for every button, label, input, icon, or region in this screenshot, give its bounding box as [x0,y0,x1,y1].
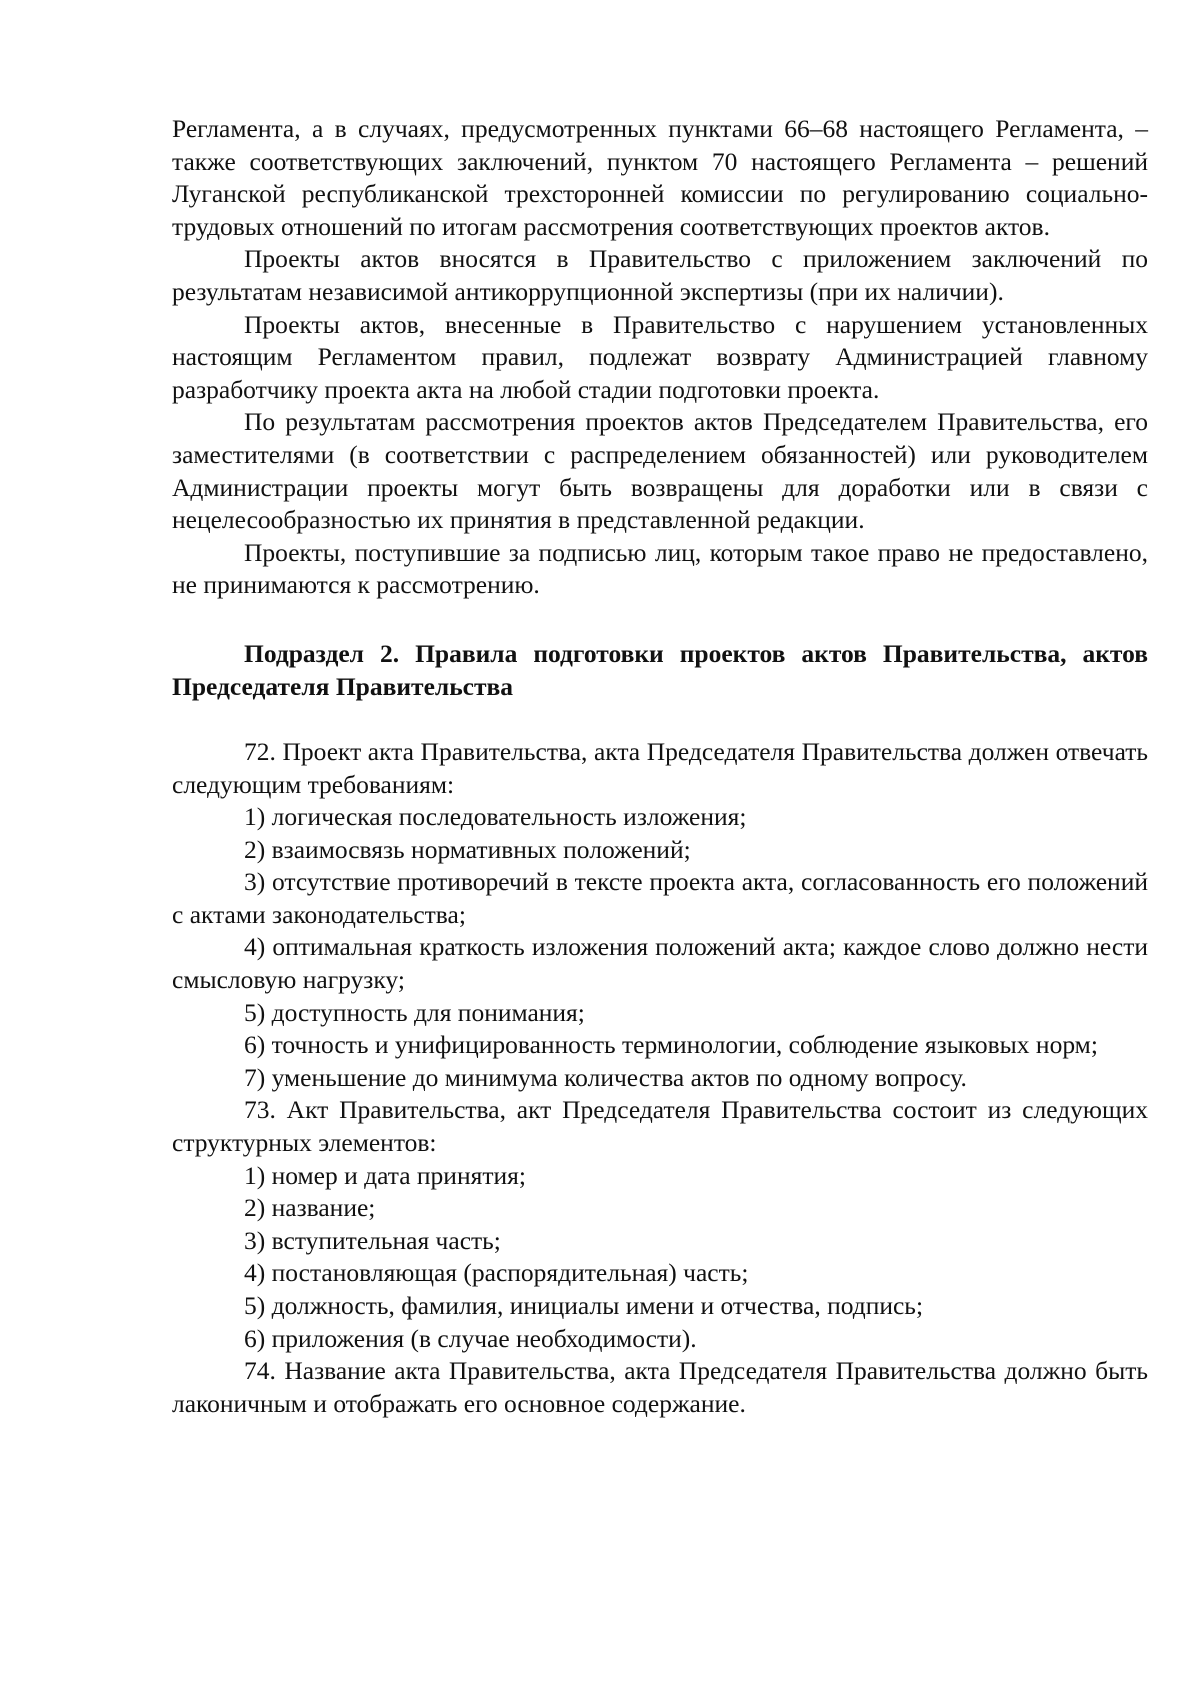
item-72-list-item: 5) доступность для понимания; [244,997,585,1027]
item-74-intro: 74. Название акта Правительства, акта Председателя Правительства должно быть лаконичным и отображать его основное содержание. [172,1356,1148,1418]
item-72-intro: 72. Проект акта Правительства, акта Председателя Правительства должен отвечать следующим требованиям: [172,736,1148,799]
item-73-intro: 73. Акт Правительства, акт Председателя Правительства состоит из следующих структурных элементов: [172,1095,1148,1158]
item-73-list-item: 3) вступительная часть; [244,1225,501,1255]
item-72-list-item: 6) точность и унифицированность терминологии, соблюдение языковых норм; [244,1030,1098,1060]
item-72-list-item: 1) логическая последовательность изложения; [244,802,747,832]
item-73-list-item: 5) должность, фамилия, инициалы имени и отчества, подпись; [244,1291,924,1320]
item-73-list-item: 4) постановляющая (распорядительная) часть; [244,1258,749,1288]
item-73-list-item: 6) приложения (в случае необходимости). [244,1323,697,1353]
paragraph-regulation-continuation: Регламента, а в случаях, предусмотренных пунктами 66–68 настоящего Регламента, – также соответствующих заключений, пунктом 70 настоящего Регламента – решений Луганской республиканской трехсторонней комиссии по регулированию социально-трудовых отношений по итогам рассмотрения соответствующих проектов актов. [172,114,1148,241]
section-heading: Подраздел 2. Правила подготовки проектов актов Правительства, актов Председателя Правительства [172,638,1148,701]
item-73-list-item: 1) номер и дата принятия; [244,1160,526,1190]
paragraph-unauthorized-signatures: Проекты, поступившие за подписью лиц, которым такое право не предоставлено, не принимаются к рассмотрению. [172,537,1148,600]
item-73-list-item: 2) название; [244,1193,376,1223]
document-page [172,113,1148,1420]
paragraph-return-of-drafts: Проекты актов, внесенные в Правительство с нарушением установленных настоящим Регламентом правил, подлежат возврату Администрацией главному разработчику проекта акта на любой стадии подготовки проекта. [172,309,1148,404]
paragraph-anticorruption-expertise: Проекты актов вносятся в Правительство с приложением заключений по результатам независимой антикоррупционной экспертизы (при их наличии). [172,244,1148,306]
item-72-list-item: 4) оптимальная краткость изложения положений акта; каждое слово должно нести смысловую нагрузку; [172,932,1148,995]
paragraph-review-results: По результатам рассмотрения проектов актов Председателем Правительства, его заместителями (в соответствии с распределением обязанностей) или руководителем Администрации проекты могут быть возвращены для доработки или в связи с нецелесообразностью их принятия в представленной редакции. [172,407,1148,535]
item-72-list-item: 3) отсутствие противоречий в тексте проекта акта, согласованность его положений с актами законодательства; [172,867,1148,929]
item-72-list-item: 2) взаимосвязь нормативных положений; [244,834,691,864]
item-72-list-item: 7) уменьшение до минимума количества актов по одному вопросу. [244,1062,967,1092]
